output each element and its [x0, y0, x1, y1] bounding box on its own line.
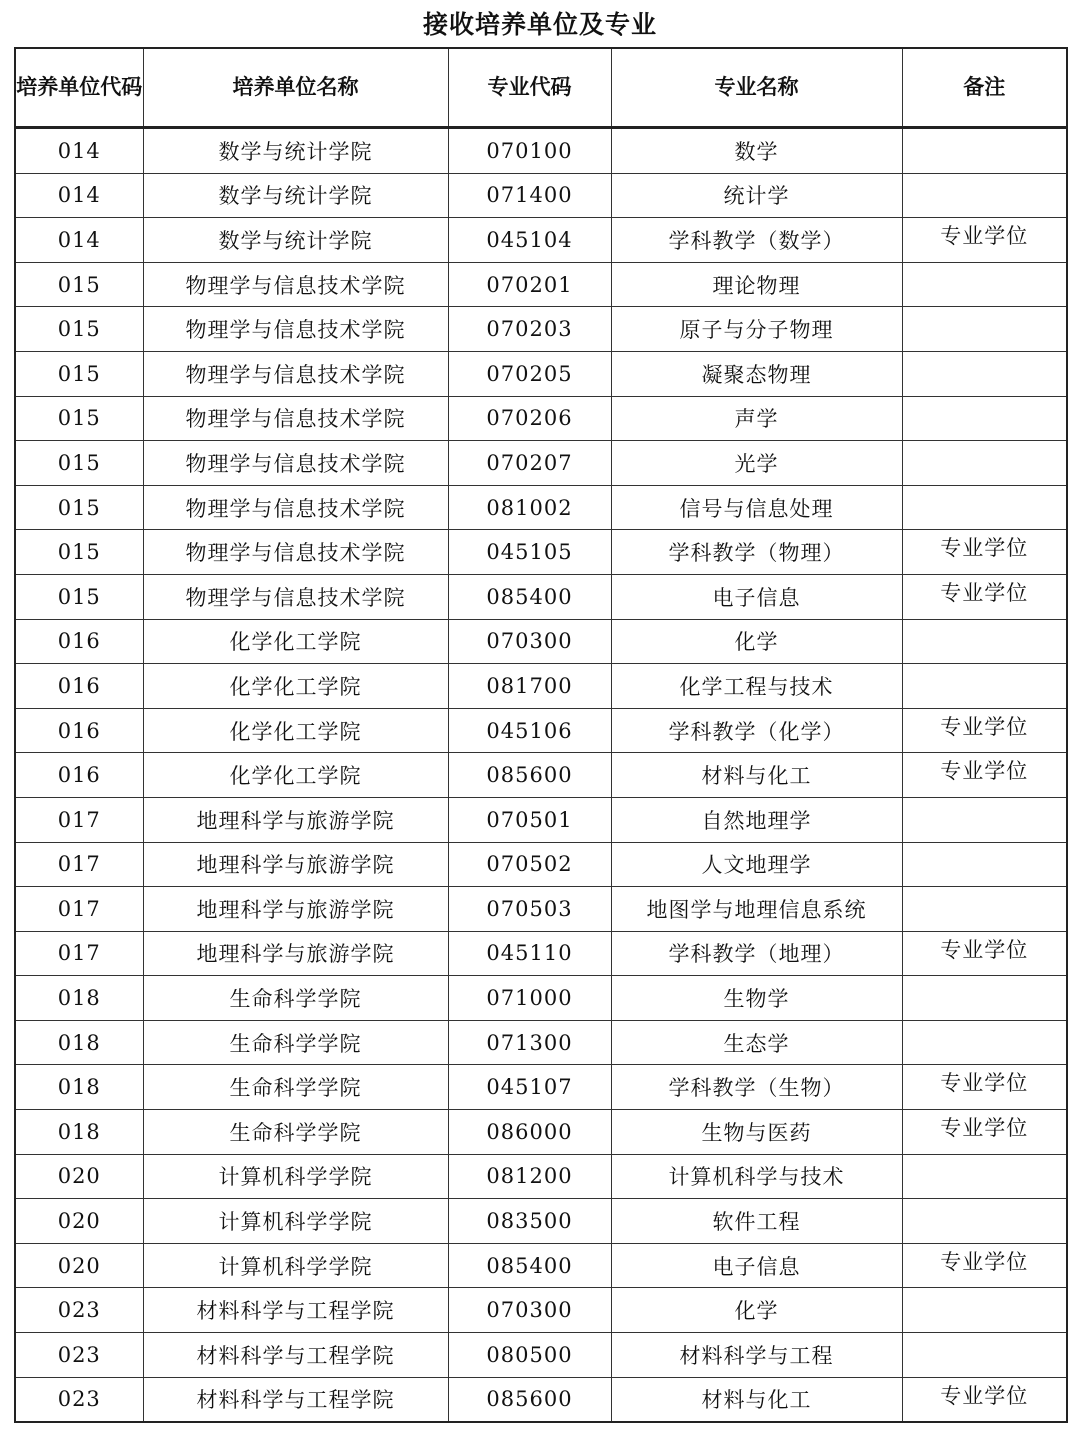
table-row — [15, 1288, 1067, 1333]
table-row — [15, 530, 1067, 575]
remarks-cell — [902, 441, 1067, 486]
major-name-cell: 生物学 — [611, 976, 902, 1021]
major-name-cell: 计算机科学与技术 — [611, 1154, 902, 1199]
remarks-cell: 专业学位 — [902, 708, 1067, 753]
remarks-cell — [902, 1154, 1067, 1199]
table-row — [15, 1333, 1067, 1378]
major-name-cell: 生物与医药 — [611, 1110, 902, 1155]
remarks-cell — [902, 1288, 1067, 1333]
unit-code-cell: 018 — [15, 1065, 143, 1110]
major-name-cell: 学科教学（化学） — [611, 708, 902, 753]
table-row — [15, 262, 1067, 307]
unit-code-cell: 018 — [15, 1020, 143, 1065]
table-row — [15, 753, 1067, 798]
unit-name-cell: 物理学与信息技术学院 — [143, 441, 448, 486]
header-remarks: 备注 — [902, 48, 1067, 128]
major-name-cell: 学科教学（地理） — [611, 931, 902, 976]
remarks-cell — [902, 351, 1067, 396]
unit-name-cell: 物理学与信息技术学院 — [143, 530, 448, 575]
table-row — [15, 128, 1067, 174]
unit-code-cell: 018 — [15, 1110, 143, 1155]
major-code-cell: 071300 — [448, 1020, 611, 1065]
unit-name-cell: 物理学与信息技术学院 — [143, 396, 448, 441]
unit-code-cell: 016 — [15, 753, 143, 798]
unit-name-cell: 物理学与信息技术学院 — [143, 262, 448, 307]
unit-code-cell: 020 — [15, 1243, 143, 1288]
remarks-cell: 专业学位 — [902, 753, 1067, 798]
unit-code-cell: 015 — [15, 574, 143, 619]
unit-code-cell: 016 — [15, 664, 143, 709]
table-row — [15, 931, 1067, 976]
major-code-cell: 045107 — [448, 1065, 611, 1110]
table-row — [15, 1154, 1067, 1199]
header-major-code: 专业代码 — [448, 48, 611, 128]
remarks-cell: 专业学位 — [902, 1065, 1067, 1110]
unit-name-cell: 物理学与信息技术学院 — [143, 351, 448, 396]
unit-code-cell: 015 — [15, 441, 143, 486]
major-code-cell: 083500 — [448, 1199, 611, 1244]
table-row — [15, 1243, 1067, 1288]
unit-name-cell: 数学与统计学院 — [143, 173, 448, 218]
major-name-cell: 生态学 — [611, 1020, 902, 1065]
remarks-cell — [902, 976, 1067, 1021]
major-code-cell: 070201 — [448, 262, 611, 307]
unit-code-cell: 015 — [15, 530, 143, 575]
unit-code-cell: 014 — [15, 218, 143, 263]
major-name-cell: 电子信息 — [611, 574, 902, 619]
major-name-cell: 人文地理学 — [611, 842, 902, 887]
table-row — [15, 307, 1067, 352]
unit-name-cell: 计算机科学学院 — [143, 1199, 448, 1244]
unit-name-cell: 物理学与信息技术学院 — [143, 307, 448, 352]
table-row — [15, 396, 1067, 441]
major-code-cell: 086000 — [448, 1110, 611, 1155]
major-code-cell: 085400 — [448, 1243, 611, 1288]
unit-code-cell: 023 — [15, 1377, 143, 1422]
major-name-cell: 光学 — [611, 441, 902, 486]
major-name-cell: 学科教学（物理） — [611, 530, 902, 575]
major-code-cell: 070300 — [448, 1288, 611, 1333]
major-code-cell: 070501 — [448, 797, 611, 842]
remarks-cell — [902, 842, 1067, 887]
major-code-cell: 081200 — [448, 1154, 611, 1199]
remarks-cell — [902, 1199, 1067, 1244]
unit-name-cell: 地理科学与旅游学院 — [143, 797, 448, 842]
major-code-cell: 045110 — [448, 931, 611, 976]
unit-name-cell: 物理学与信息技术学院 — [143, 485, 448, 530]
unit-code-cell: 015 — [15, 351, 143, 396]
major-name-cell: 信号与信息处理 — [611, 485, 902, 530]
major-code-cell: 081002 — [448, 485, 611, 530]
unit-code-cell: 014 — [15, 128, 143, 174]
header-unit-code: 培养单位代码 — [15, 48, 143, 128]
remarks-cell: 专业学位 — [902, 1110, 1067, 1155]
major-code-cell: 070205 — [448, 351, 611, 396]
major-name-cell: 学科教学（数学） — [611, 218, 902, 263]
unit-name-cell: 地理科学与旅游学院 — [143, 887, 448, 932]
table-row — [15, 842, 1067, 887]
major-name-cell: 地图学与地理信息系统 — [611, 887, 902, 932]
unit-code-cell: 020 — [15, 1199, 143, 1244]
unit-name-cell: 化学化工学院 — [143, 619, 448, 664]
remarks-cell: 专业学位 — [902, 1243, 1067, 1288]
major-name-cell: 自然地理学 — [611, 797, 902, 842]
table-body — [15, 128, 1067, 1423]
remarks-cell: 专业学位 — [902, 931, 1067, 976]
major-name-cell: 材料科学与工程 — [611, 1333, 902, 1378]
major-code-cell: 070300 — [448, 619, 611, 664]
unit-name-cell: 地理科学与旅游学院 — [143, 842, 448, 887]
remarks-cell — [902, 664, 1067, 709]
unit-name-cell: 化学化工学院 — [143, 708, 448, 753]
unit-name-cell: 生命科学学院 — [143, 1020, 448, 1065]
remarks-cell: 专业学位 — [902, 1377, 1067, 1422]
major-name-cell: 学科教学（生物） — [611, 1065, 902, 1110]
major-name-cell: 原子与分子物理 — [611, 307, 902, 352]
unit-name-cell: 数学与统计学院 — [143, 218, 448, 263]
unit-name-cell: 材料科学与工程学院 — [143, 1377, 448, 1422]
unit-code-cell: 020 — [15, 1154, 143, 1199]
table-row — [15, 887, 1067, 932]
unit-name-cell: 生命科学学院 — [143, 1110, 448, 1155]
table-header — [15, 48, 1067, 128]
unit-code-cell: 015 — [15, 396, 143, 441]
remarks-cell — [902, 619, 1067, 664]
major-name-cell: 声学 — [611, 396, 902, 441]
major-name-cell: 化学工程与技术 — [611, 664, 902, 709]
table-row — [15, 664, 1067, 709]
unit-code-cell: 015 — [15, 485, 143, 530]
unit-code-cell: 017 — [15, 887, 143, 932]
remarks-cell — [902, 797, 1067, 842]
major-name-cell: 化学 — [611, 1288, 902, 1333]
major-name-cell: 统计学 — [611, 173, 902, 218]
unit-name-cell: 生命科学学院 — [143, 976, 448, 1021]
major-name-cell: 凝聚态物理 — [611, 351, 902, 396]
major-name-cell: 材料与化工 — [611, 753, 902, 798]
unit-code-cell: 014 — [15, 173, 143, 218]
unit-code-cell: 018 — [15, 976, 143, 1021]
unit-code-cell: 017 — [15, 931, 143, 976]
major-name-cell: 材料与化工 — [611, 1377, 902, 1422]
remarks-cell: 专业学位 — [902, 574, 1067, 619]
major-code-cell: 070203 — [448, 307, 611, 352]
table-row — [15, 218, 1067, 263]
unit-name-cell: 物理学与信息技术学院 — [143, 574, 448, 619]
major-name-cell: 化学 — [611, 619, 902, 664]
header-unit-name: 培养单位名称 — [143, 48, 448, 128]
unit-name-cell: 生命科学学院 — [143, 1065, 448, 1110]
major-code-cell: 081700 — [448, 664, 611, 709]
remarks-cell — [902, 1333, 1067, 1378]
remarks-cell — [902, 887, 1067, 932]
unit-code-cell: 015 — [15, 262, 143, 307]
table-row — [15, 173, 1067, 218]
header-major-name: 专业名称 — [611, 48, 902, 128]
remarks-cell — [902, 262, 1067, 307]
table-row — [15, 485, 1067, 530]
major-code-cell: 070502 — [448, 842, 611, 887]
major-code-cell: 070100 — [448, 128, 611, 174]
unit-name-cell: 数学与统计学院 — [143, 128, 448, 174]
table-row — [15, 574, 1067, 619]
table-row — [15, 351, 1067, 396]
major-name-cell: 数学 — [611, 128, 902, 174]
table-row — [15, 1110, 1067, 1155]
remarks-cell — [902, 396, 1067, 441]
table-row — [15, 1065, 1067, 1110]
major-code-cell: 071000 — [448, 976, 611, 1021]
major-code-cell: 071400 — [448, 173, 611, 218]
unit-code-cell: 023 — [15, 1288, 143, 1333]
table-row — [15, 976, 1067, 1021]
page-title: 接收培养单位及专业 — [422, 10, 657, 39]
major-code-cell: 085600 — [448, 1377, 611, 1422]
unit-code-cell: 016 — [15, 619, 143, 664]
remarks-cell — [902, 1020, 1067, 1065]
majors-table — [14, 47, 1068, 1423]
major-code-cell: 080500 — [448, 1333, 611, 1378]
major-code-cell: 085400 — [448, 574, 611, 619]
unit-name-cell: 化学化工学院 — [143, 753, 448, 798]
table-row — [15, 441, 1067, 486]
unit-name-cell: 地理科学与旅游学院 — [143, 931, 448, 976]
major-name-cell: 理论物理 — [611, 262, 902, 307]
table-row — [15, 708, 1067, 753]
table-row — [15, 1199, 1067, 1244]
major-code-cell: 070207 — [448, 441, 611, 486]
unit-code-cell: 017 — [15, 842, 143, 887]
unit-code-cell: 023 — [15, 1333, 143, 1378]
major-code-cell: 045105 — [448, 530, 611, 575]
remarks-cell: 专业学位 — [902, 530, 1067, 575]
unit-code-cell: 015 — [15, 307, 143, 352]
remarks-cell — [902, 485, 1067, 530]
table-row — [15, 1377, 1067, 1422]
unit-name-cell: 计算机科学学院 — [143, 1243, 448, 1288]
major-name-cell: 电子信息 — [611, 1243, 902, 1288]
unit-code-cell: 017 — [15, 797, 143, 842]
remarks-cell — [902, 128, 1067, 174]
unit-code-cell: 016 — [15, 708, 143, 753]
remarks-cell: 专业学位 — [902, 218, 1067, 263]
major-name-cell: 软件工程 — [611, 1199, 902, 1244]
unit-name-cell: 材料科学与工程学院 — [143, 1333, 448, 1378]
table-row — [15, 797, 1067, 842]
remarks-cell — [902, 173, 1067, 218]
header-row — [15, 48, 1067, 128]
remarks-cell — [902, 307, 1067, 352]
unit-name-cell: 材料科学与工程学院 — [143, 1288, 448, 1333]
unit-name-cell: 计算机科学学院 — [143, 1154, 448, 1199]
unit-name-cell: 化学化工学院 — [143, 664, 448, 709]
major-code-cell: 070503 — [448, 887, 611, 932]
table-row — [15, 619, 1067, 664]
table-row — [15, 1020, 1067, 1065]
major-code-cell: 045104 — [448, 218, 611, 263]
major-code-cell: 070206 — [448, 396, 611, 441]
major-code-cell: 085600 — [448, 753, 611, 798]
major-code-cell: 045106 — [448, 708, 611, 753]
